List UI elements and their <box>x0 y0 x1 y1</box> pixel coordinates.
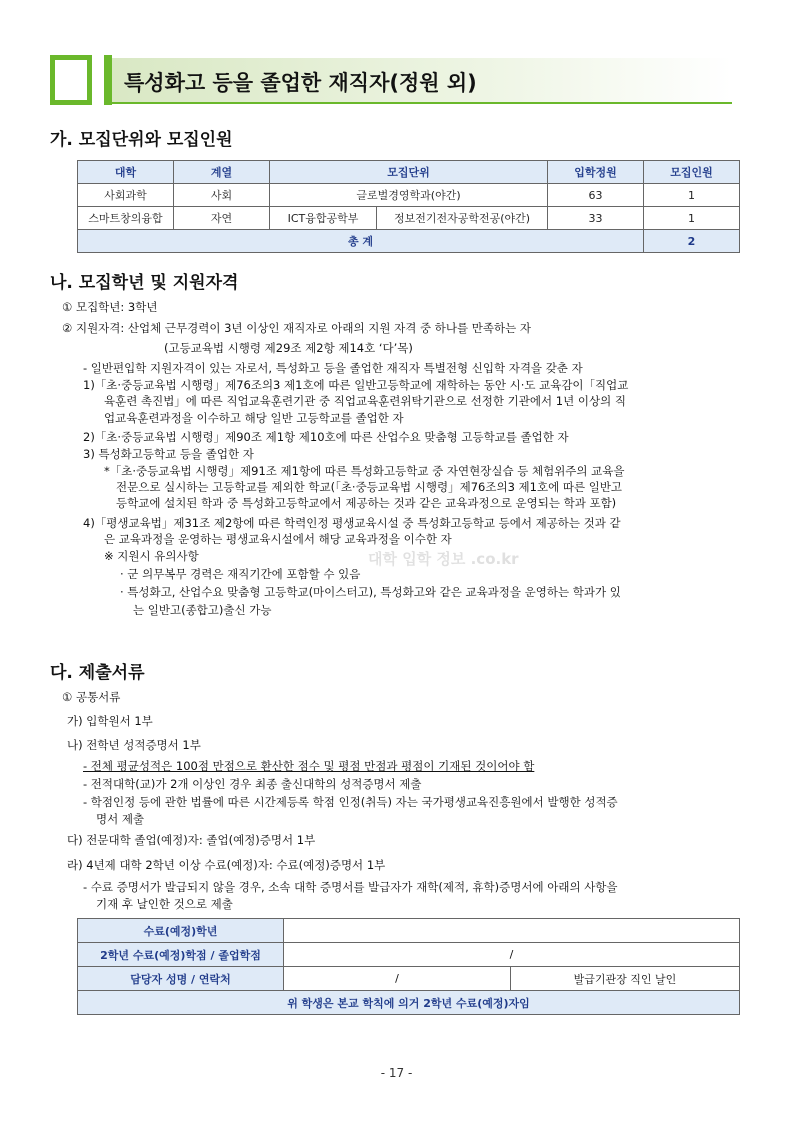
table-cell: 글로벌경영학과(야간) <box>270 184 548 207</box>
text-line: 라) 4년제 대학 2학년 이상 수료(예정)자: 수료(예정)증명서 1부 <box>67 858 386 872</box>
text-line: ② 지원자격: 산업체 근무경력이 3년 이상인 재직자로 아래의 지원 자격 중 하나를 만족하는 자 <box>62 321 531 335</box>
page-number: - 17 - <box>380 1066 413 1080</box>
form-label: 2학년 수료(예정)학점 / 졸업학점 <box>78 943 284 967</box>
text-line: ※ 지원시 유의사항 <box>104 549 199 563</box>
form-value: / <box>284 967 511 991</box>
text-line: - 전적대학(교)가 2개 이상인 경우 최종 출신대학의 성적증명서 제출 <box>83 777 422 791</box>
table-row <box>78 943 740 967</box>
form-value <box>284 919 740 943</box>
table-cell: 63 <box>548 184 644 207</box>
total-label: 총 계 <box>78 230 644 253</box>
section-heading-a: 가. 모집단위와 모집인원 <box>50 130 233 150</box>
table-total-row <box>78 230 740 253</box>
text-line: - 수료 증명서가 발급되지 않을 경우, 소속 대학 증명서를 발급자가 재학(제적, 휴학)증명서에 아래의 사항을 <box>83 880 618 894</box>
table-cell: 사회 <box>174 184 270 207</box>
table-row <box>78 919 740 943</box>
text-line: 기재 후 날인한 것으로 제출 <box>96 897 233 911</box>
text-line: (고등교육법 시행령 제29조 제2항 제14호 ‘다’목) <box>164 341 413 355</box>
form-label: 담당자 성명 / 연락처 <box>78 967 284 991</box>
table-cell: ICT융합공학부 <box>270 207 377 230</box>
table-header: 모집인원 <box>644 161 740 184</box>
text-line: ① 모집학년: 3학년 <box>62 300 158 314</box>
completion-form-table <box>77 918 740 1015</box>
table-cell: 사회과학 <box>78 184 174 207</box>
text-line: 1)「초·중등교육법 시행령」제76조의3 제1호에 따른 일반고등학교에 재학하는 동안 시·도 교육감이「직업교 <box>83 378 629 392</box>
form-value: / <box>284 943 740 967</box>
table-row <box>78 967 740 991</box>
text-line: 4)「평생교육법」제31조 제2항에 따른 학력인정 평생교육시설 중 특성화고등학교 등에서 제공하는 것과 같 <box>83 516 621 530</box>
watermark: 대학 입학 정보 .co.kr <box>368 550 519 568</box>
text-line: · 특성화고, 산업수요 맞춤형 고등학교(마이스터고), 특성화고와 같은 교육과정을 운영하는 학과가 있 <box>120 585 621 599</box>
text-line: 는 일반고(종합고)출신 가능 <box>133 603 272 617</box>
table-cell: 33 <box>548 207 644 230</box>
section-heading-b: 나. 모집학년 및 지원자격 <box>50 273 239 293</box>
text-line: - 학점인정 등에 관한 법률에 따른 시간제등록 학점 인정(취득) 자는 국가평생교육진흥원에서 발행한 성적증 <box>83 795 618 809</box>
text-line: 다) 전문대학 졸업(예정)자: 졸업(예정)증명서 1부 <box>67 833 316 847</box>
text-line: 2)「초·중등교육법 시행령」제90조 제1항 제10호에 따른 산업수요 맞춤형 고등학교를 졸업한 자 <box>83 430 569 444</box>
text-line: 등학교에 설치된 학과 중 특성화고등학교에서 제공하는 것과 같은 교육과정으로 운영되는 학과 포함) <box>116 496 617 510</box>
table-header: 계열 <box>174 161 270 184</box>
title-green-bar <box>104 55 112 105</box>
text-line: *「초·중등교육법 시행령」제91조 제1항에 따른 특성화고등학교 중 자연현장실습 등 체험위주의 교육을 <box>104 464 625 478</box>
table-cell: 정보전기전자공학전공(야간) <box>377 207 548 230</box>
table-row <box>78 184 740 207</box>
table-cell: 스마트창의융합 <box>78 207 174 230</box>
text-line: - 전체 평균성적은 100점 만점으로 환산한 점수 및 평점 만점과 평점이 기재된 것이어야 함 <box>83 759 535 773</box>
table-row <box>78 207 740 230</box>
form-label: 수료(예정)학년 <box>78 919 284 943</box>
table-row <box>78 991 740 1015</box>
text-line: · 군 의무복무 경력은 재직기간에 포함할 수 있음 <box>120 567 361 581</box>
recruitment-table <box>77 160 740 253</box>
table-header: 입학정원 <box>548 161 644 184</box>
total-value: 2 <box>644 230 740 253</box>
table-cell: 1 <box>644 184 740 207</box>
title-banner <box>50 55 740 107</box>
text-line: ① 공통서류 <box>62 690 121 704</box>
text-line: 은 교육과정을 운영하는 평생교육시설에서 해당 교육과정을 이수한 자 <box>104 532 452 546</box>
text-line: - 일반편입학 지원자격이 있는 자로서, 특성화고 등을 졸업한 재직자 특별전형 신입학 자격을 갖춘 자 <box>83 361 583 375</box>
text-line: 명서 제출 <box>96 812 145 826</box>
form-footer: 위 학생은 본교 학칙에 의거 2학년 수료(예정)자임 <box>78 991 740 1015</box>
table-cell: 1 <box>644 207 740 230</box>
table-header: 대학 <box>78 161 174 184</box>
page-title: 특성화고 등을 졸업한 재직자(정원 외) <box>124 71 477 95</box>
title-green-square <box>50 55 92 105</box>
text-line: 나) 전학년 성적증명서 1부 <box>67 738 201 752</box>
text-line: 가) 입학원서 1부 <box>67 714 153 728</box>
text-line: 업교육훈련과정을 이수하고 해당 일반 고등학교를 졸업한 자 <box>104 411 404 425</box>
text-line: 육훈련 촉진법」에 따른 직업교육훈련기관 중 직업교육훈련위탁기관으로 선정한 기관에서 1년 이상의 직 <box>104 394 626 408</box>
section-heading-c: 다. 제출서류 <box>50 663 145 683</box>
table-cell: 자연 <box>174 207 270 230</box>
form-value: 발급기관장 직인 날인 <box>511 967 740 991</box>
table-header: 모집단위 <box>270 161 548 184</box>
text-line: 전문으로 실시하는 고등학교를 제외한 학교(「초·중등교육법 시행령」제76조의3 제1호에 따른 일반고 <box>116 480 623 494</box>
text-line: 3) 특성화고등학교 등을 졸업한 자 <box>83 447 254 461</box>
